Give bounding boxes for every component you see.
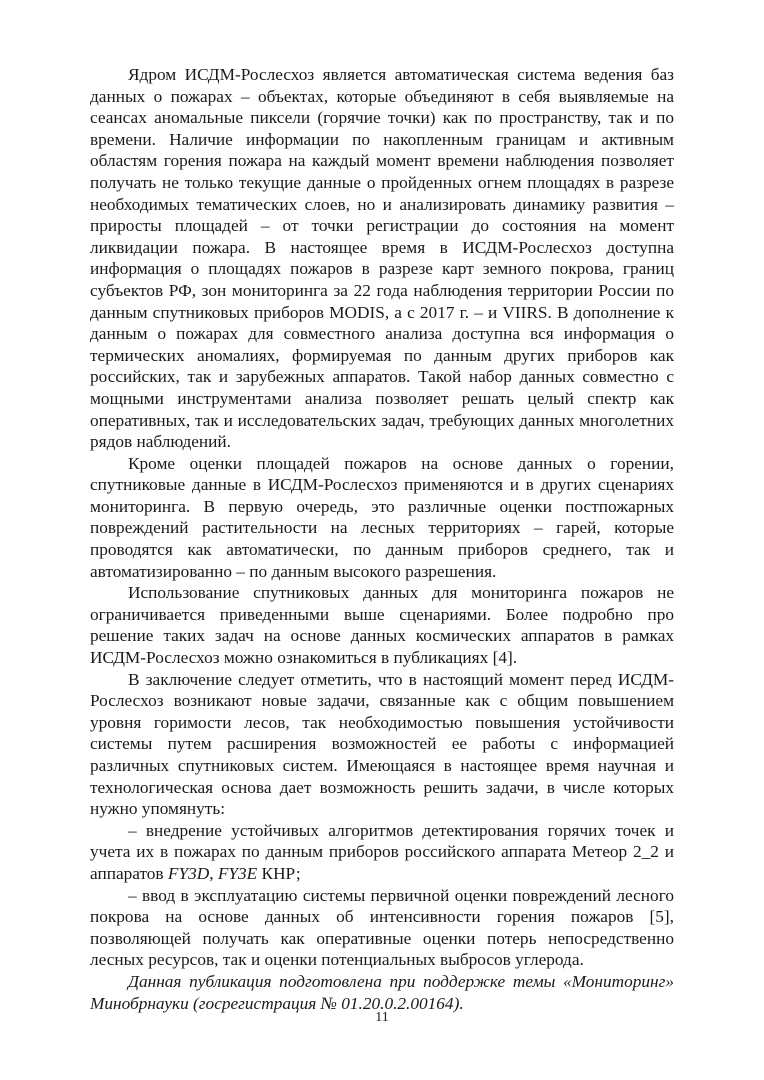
page-number: 11	[375, 1010, 389, 1025]
paragraph-2: Кроме оценки площадей пожаров на основе данных о горении, спутниковые данные в ИСДМ-Рослесхоз применяются и в других сценариях мониторинга. В первую очередь, это различные оценки постпожарных повреждений растительности на лесных территориях – гарей, которые проводятся как автоматически, по данным приборов среднего, так и автоматизированно – по данным высокого разрешения.	[90, 453, 674, 581]
list-item-1-fy3d: FY3D	[167, 863, 210, 883]
paragraph-3: Использование спутниковых данных для мониторинга пожаров не ограничивается приведенными выше сценариями. Более подробно про решение таких задач на основе данных космических аппаратов в рамках ИСДМ-Рослесхоз можно ознакомиться в публикациях [4].	[90, 583, 674, 668]
paragraph-4: В заключение следует отметить, что в настоящий момент перед ИСДМ-Рослесхоз возникают новые задачи, связанные как с общим повышением уровня горимости лесов, так необходимостью повышения устойчивости системы путем расширения возможностей ее работы с информацией различных спутниковых систем. Имеющаяся в настоящее время научная и технологическая основа дает возможность решить задачи, в числе которых нужно упомянуть:	[90, 669, 674, 819]
acknowledgement: Данная публикация подготовлена при поддержке темы «Мониторинг» Минобрнауки (госрегистрация № 01.20.0.2.00164).	[90, 971, 674, 1013]
list-item-1	[90, 820, 674, 885]
list-item-2: – ввод в эксплуатацию системы первичной оценки повреждений лесного покрова на основе данных об интенсивности горения пожаров [5], позволяющей получать как оперативные оценки потерь непосредственно лесных ресурсов, так и оценки потенциальных выбросов углерода.	[90, 885, 674, 970]
list-item-1-fy3e: FY3E	[217, 863, 258, 883]
list-item-1-text: – внедрение устойчивых алгоритмов детектирования горячих точек и учета их в пожарах по данным приборов российского аппарата Метеор 2_2 и аппаратов	[90, 820, 674, 883]
list-item-1-sep: ,	[209, 863, 218, 883]
list-item-1-end: КНР;	[257, 863, 301, 883]
paragraph-1: Ядром ИСДМ-Рослесхоз является автоматическая система ведения баз данных о пожарах – объектах, которые объединяют в себя выявляемые на сеансах аномальные пиксели (горячие точки) как по пространству, так и по времени. Наличие информации по накопленным границам и активным областям горения пожара на каждый момент времени наблюдения позволяет получать не только текущие данные о пройденных огнем площадях в разрезе необходимых тематических слоев, но и анализировать динамику развития – приросты площадей – от точки регистрации до состояния на момент ликвидации пожара. В настоящее время в ИСДМ-Рослесхоз доступна информация о площадях пожаров в разрезе карт земного покрова, границ субъектов РФ, зон мониторинга за 22 года наблюдения территории России по данным спутниковых приборов MODIS, а с 2017 г. – и VIIRS. В дополнение к данным о пожарах для совместного анализа доступна вся информация о термических аномалиях, формируемая по данным других приборов как российских, так и зарубежных аппаратов. Такой набор данных совместно с мощными инструментами анализа позволяет решать целый спектр как оперативных, так и исследовательских задач, требующих данных многолетних рядов наблюдений.	[90, 65, 674, 452]
document-body	[90, 64, 674, 1014]
